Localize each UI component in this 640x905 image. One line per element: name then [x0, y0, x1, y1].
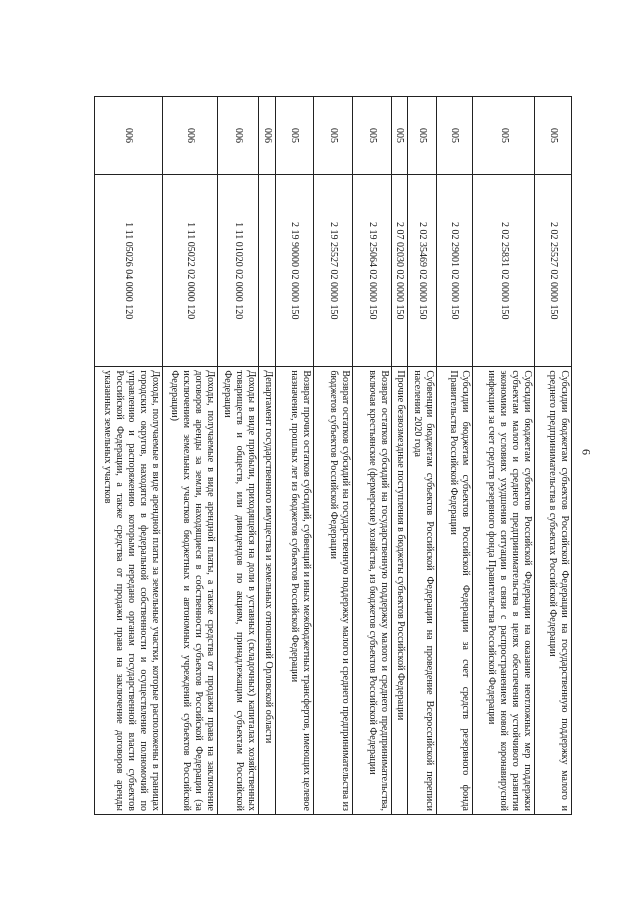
revenue-name-cell: Субсидии бюджетам субъектов Российской Федерации на оказание неотложных мер поддержки субъектам малого и среднего предпринимательства в целях обеспечения устойчивого развития экономики в условиях ухудшения ситуации в связи с распространением новой коронавирусной инфекции за счет средств резервного фонда Правительства Российской Федерации — [473, 367, 535, 815]
admin-code-cell: 006 — [162, 97, 217, 175]
table-row — [436, 97, 473, 815]
admin-code-cell: 005 — [314, 97, 353, 175]
table-row — [275, 97, 314, 815]
revenue-name-cell: Субсидии бюджетам субъектов Российской Федерации за счет средств резервного фонда Правительства Российской Федерации — [436, 367, 473, 815]
revenue-codes-table — [94, 96, 572, 815]
kbk-code-cell: 2 02 25831 02 0000 150 — [473, 175, 535, 367]
admin-code-cell: 005 — [352, 97, 391, 175]
revenue-name-cell: Субвенции бюджетам субъектов Российской Федерации на проведение Всероссийской переписи населения 2020 года — [407, 367, 436, 815]
table-row — [217, 97, 259, 815]
admin-code-cell: 005 — [275, 97, 314, 175]
revenue-name-cell: Субсидии бюджетам субъектов Российской Федерации на государственную поддержку малого и среднего предпринимательства в субъектах Российской Федерации — [535, 367, 572, 815]
table-row — [162, 97, 217, 815]
admin-code-cell: 005 — [436, 97, 473, 175]
kbk-code-cell: 2 19 25064 02 0000 150 — [352, 175, 391, 367]
admin-code-cell: 005 — [535, 97, 572, 175]
kbk-code-cell: 1 11 05026 04 0000 120 — [95, 175, 163, 367]
revenue-name-cell: Доходы, получаемые в виде арендной платы, а также средства от продажи права на заключение договоров аренды за земли, находящиеся в собственности субъектов Российской Федерации (за исключением земельных участков бюджетных и автономных учреждений субъектов Российской Федерации) — [162, 367, 217, 815]
table-row — [391, 97, 407, 815]
revenue-name-cell: Доходы в виде прибыли, приходящейся на доли в уставных (складочных) капиталах хозяйственных товариществ и обществ, или дивидендов по акциям, принадлежащим субъектам Российской Федерации — [217, 367, 259, 815]
admin-code-cell: 005 — [391, 97, 407, 175]
table-row — [535, 97, 572, 815]
kbk-code-cell: 2 19 25527 02 0000 150 — [314, 175, 353, 367]
revenue-name-cell: Возврат остатков субсидий на государственную поддержку малого и среднего предпринимательства, включая крестьянские (фермерские) хозяйства, из бюджетов субъектов Российской Федерации — [352, 367, 391, 815]
table-row — [473, 97, 535, 815]
kbk-code-cell: 2 19 90000 02 0000 150 — [275, 175, 314, 367]
kbk-code-cell: 2 02 29001 02 0000 150 — [436, 175, 473, 367]
kbk-code-cell: 1 11 05022 02 0000 120 — [162, 175, 217, 367]
revenue-name-cell: Возврат остатков субсидий на государственную поддержку малого и среднего предпринимательства из бюджетов субъектов Российской Федерации — [314, 367, 353, 815]
kbk-code-cell: 2 02 35469 02 0000 150 — [407, 175, 436, 367]
table-row — [95, 97, 163, 815]
revenue-name-cell: Прочие безвозмездные поступления в бюджеты субъектов Российской Федерации — [391, 367, 407, 815]
admin-code-cell: 006 — [217, 97, 259, 175]
page-number: 6 — [579, 449, 594, 455]
kbk-code-cell: 1 11 01020 02 0000 120 — [217, 175, 259, 367]
table-row — [352, 97, 391, 815]
table-row — [314, 97, 353, 815]
admin-code-cell: 005 — [407, 97, 436, 175]
kbk-code-cell — [259, 175, 275, 367]
kbk-code-cell: 2 02 25527 02 0000 150 — [535, 175, 572, 367]
rotated-table-container — [94, 96, 572, 815]
table-row — [259, 97, 275, 815]
admin-code-cell: 006 — [95, 97, 163, 175]
revenue-name-cell: Департамент государственного имущества и земельных отношений Орловской области — [259, 367, 275, 815]
revenue-name-cell: Возврат прочих остатков субсидий, субвенций и иных межбюджетных трансфертов, имеющих целевое назначение, прошлых лет из бюджетов субъектов Российской Федерации — [275, 367, 314, 815]
table-row — [407, 97, 436, 815]
revenue-name-cell: Доходы, получаемые в виде арендной платы за земельные участки, которые расположены в границах городских округов, находятся в федеральной собственности и осуществление полномочий по управлению и распоряжению которыми передано органам государственной власти субъектов Российской Федерации, а также средства от продажи права на заключение договоров аренды указанных земельных участков — [95, 367, 163, 815]
admin-code-cell: 005 — [473, 97, 535, 175]
kbk-code-cell: 2 07 02030 02 0000 150 — [391, 175, 407, 367]
admin-code-cell: 006 — [259, 97, 275, 175]
